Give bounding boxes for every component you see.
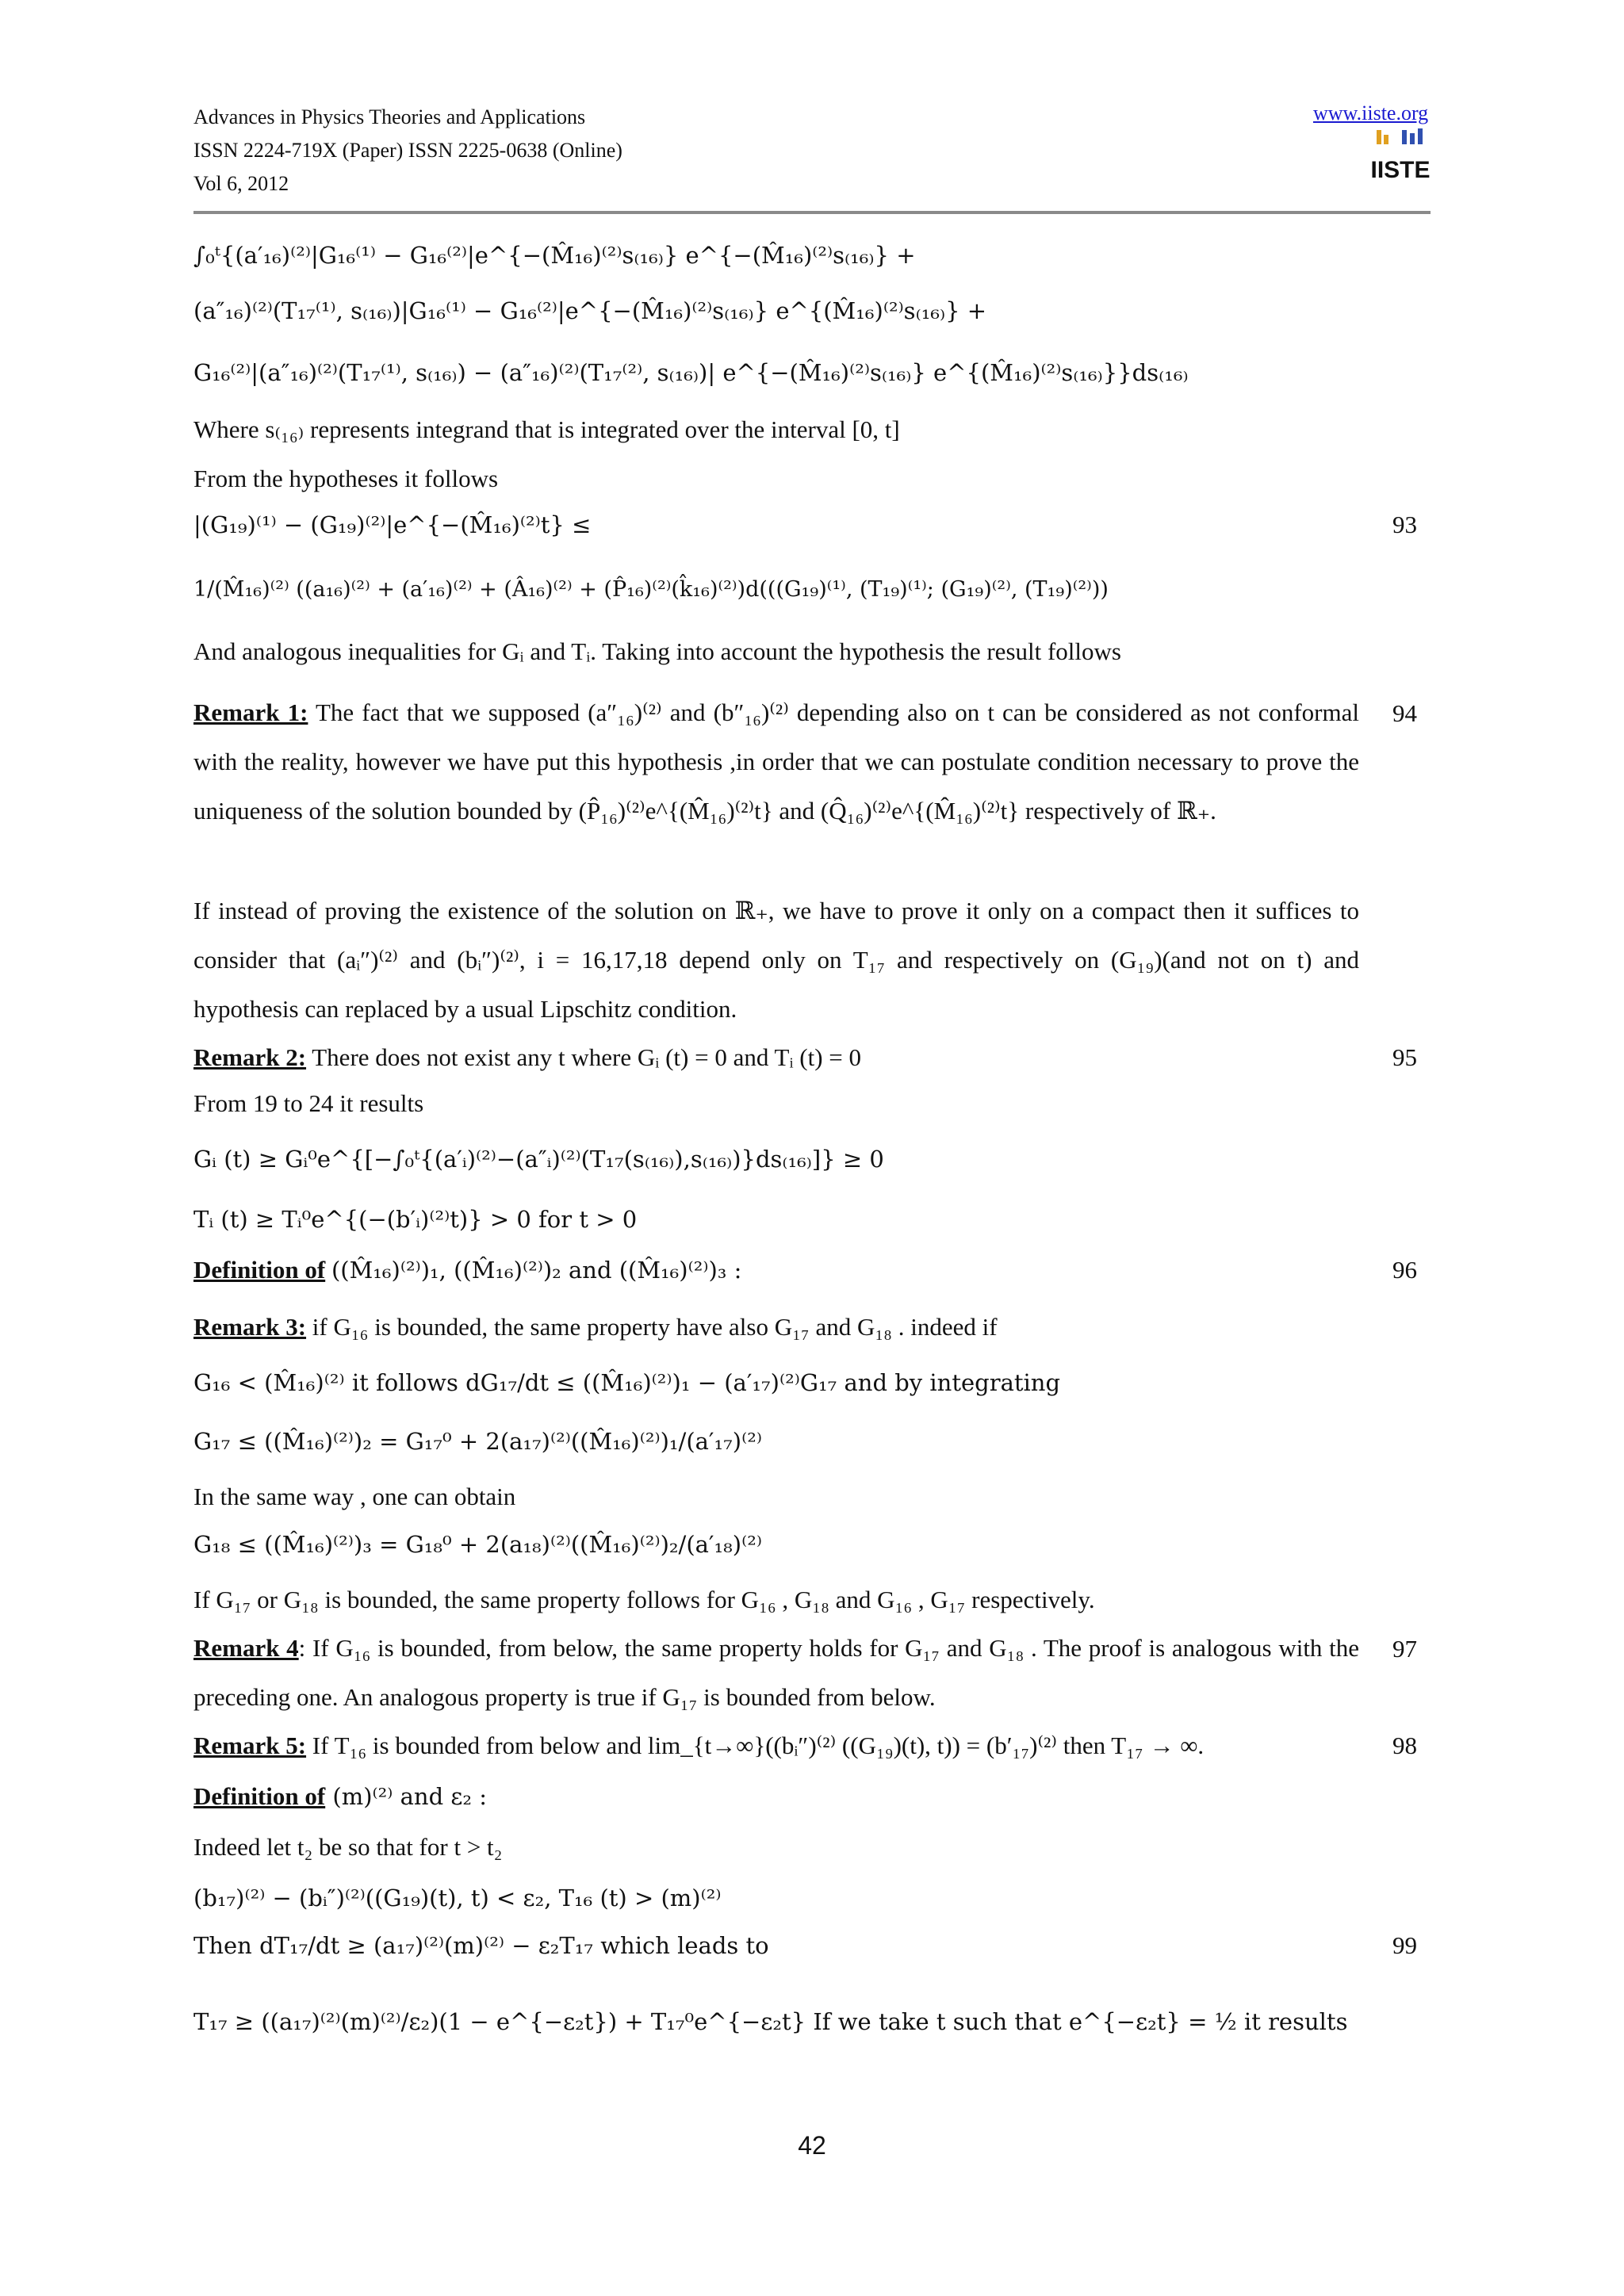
definition-96-text: ((M̂₁₆)⁽²⁾)₁, ((M̂₁₆)⁽²⁾)₂ and ((M̂₁₆)⁽²⁾)₃ : xyxy=(331,1257,742,1284)
equation-number-96: 96 xyxy=(1392,1256,1417,1284)
remark-1-paragraph xyxy=(193,688,1359,836)
definition-m-text: (m)⁽²⁾ and ε₂ : xyxy=(325,1783,488,1810)
journal-volume: Vol 6, 2012 xyxy=(193,172,289,195)
hypotheses-statement: From the hypotheses it follows xyxy=(193,465,499,492)
equation-number-93: 93 xyxy=(1392,511,1417,538)
definition-m-label: Definition of xyxy=(193,1782,326,1810)
remark-4-label: Remark 4 xyxy=(193,1634,299,1662)
svg-text:IISTE: IISTE xyxy=(1370,157,1431,183)
bounded-property-line: If G₁₇ or G₁₈ is bounded, the same property follows for G₁₆ , G₁₈ and G₁₆ , G₁₇ respectively. xyxy=(193,1586,1095,1613)
remark-1-label: Remark 1: xyxy=(193,698,308,726)
definition-96-line xyxy=(193,1253,741,1288)
equation-number-97: 97 xyxy=(1392,1635,1417,1663)
remark-4-paragraph xyxy=(193,1624,1359,1722)
page-number: 42 xyxy=(798,2131,826,2160)
integral-line-2: (a″₁₆)⁽²⁾(T₁₇⁽¹⁾, s₍₁₆₎)|G₁₆⁽¹⁾ − G₁₆⁽²⁾|e^{−(M̂₁₆)⁽²⁾s₍₁₆₎} e^{(M̂₁₆)⁽²⁾s₍₁₆₎} + xyxy=(193,297,987,324)
from-19-to-24: From 19 to 24 it results xyxy=(193,1089,424,1117)
analogous-statement: And analogous inequalities for Gᵢ and Tᵢ. Taking into account the hypothesis the result follows xyxy=(193,637,1121,665)
integral-line-1: ∫₀ᵗ{(a′₁₆)⁽²⁾|G₁₆⁽¹⁾ − G₁₆⁽²⁾|e^{−(M̂₁₆)⁽²⁾s₍₁₆₎} e^{−(M̂₁₆)⁽²⁾s₍₁₆₎} + xyxy=(193,242,916,269)
same-way-line: In the same way , one can obtain xyxy=(193,1483,516,1510)
remark-3-text: if G₁₆ is bounded, the same property have also G₁₇ and G₁₈ . indeed if xyxy=(312,1313,998,1341)
g17-bound-line: G₁₇ ≤ ((M̂₁₆)⁽²⁾)₂ = G₁₇⁰ + 2(a₁₇)⁽²⁾((M̂₁₆)⁽²⁾)₁/(a′₁₇)⁽²⁾ xyxy=(193,1428,762,1455)
remark-5-label: Remark 5: xyxy=(193,1732,307,1759)
inequality-G: Gᵢ (t) ≥ Gᵢ⁰e^{[−∫₀ᵗ{(a′ᵢ)⁽²⁾−(a″ᵢ)⁽²⁾(T₁₇(s₍₁₆₎),s₍₁₆₎)}ds₍₁₆₎]} ≥ 0 xyxy=(193,1146,884,1173)
definition-96-label: Definition of xyxy=(193,1256,326,1284)
journal-url-link[interactable]: www.iiste.org xyxy=(1313,101,1429,124)
definition-m-line xyxy=(193,1779,487,1814)
inequality-T: Tᵢ (t) ≥ Tᵢ⁰e^{(−(b′ᵢ)⁽²⁾t)} > 0 for t > 0 xyxy=(193,1206,638,1233)
remark-2-line xyxy=(193,1040,861,1075)
g16-bound-line: G₁₆ < (M̂₁₆)⁽²⁾ it follows dG₁₇/dt ≤ ((M̂₁₆)⁽²⁾)₁ − (a′₁₇)⁽²⁾G₁₇ and by integrating xyxy=(193,1369,1061,1396)
remark-2-label: Remark 2: xyxy=(193,1043,307,1071)
equation-number-94: 94 xyxy=(1392,699,1417,727)
remark-5-line xyxy=(193,1728,1204,1763)
equation-number-95: 95 xyxy=(1392,1043,1417,1071)
remark-1-text: The fact that we supposed (a″₁₆)⁽²⁾ and (b″₁₆)⁽²⁾ depending also on t can be considered as not conformal with the reality, however we have put this hypothesis ,in order that we can postulate condition necessary to prove the uniqueness of the solution bounded by (P̂₁₆)⁽²⁾e^{(M̂₁₆)⁽²⁾t} and (Q̂₁₆)⁽²⁾e^{(M̂₁₆)⁽²⁾t} respectively of ℝ₊. xyxy=(193,698,1359,825)
remark-5-text: If T₁₆ is bounded from below and lim_{t→∞}((bᵢ″)⁽²⁾ ((G₁₉)(t), t)) = (b′₁₇)⁽²⁾ then T₁₇ → ∞. xyxy=(312,1732,1205,1759)
journal-issn: ISSN 2224-719X (Paper) ISSN 2225-0638 (Online) xyxy=(193,139,622,162)
inequality-93-line-2: 1/(M̂₁₆)⁽²⁾ ((a₁₆)⁽²⁾ + (a′₁₆)⁽²⁾ + (Â₁₆)⁽²⁾ + (P̂₁₆)⁽²⁾(k̂₁₆)⁽²⁾)d(((G₁₉)⁽¹⁾, (T₁₉)⁽¹⁾; (G₁₉)⁽²⁾, (T₁₉)⁽²⁾)) xyxy=(193,577,1109,602)
header-divider xyxy=(193,211,1431,214)
T17-final-line: T₁₇ ≥ ((a₁₇)⁽²⁾(m)⁽²⁾/ε₂)(1 − e^{−ε₂t}) + T₁₇⁰e^{−ε₂t} If we take t such that e^{−ε₂t} = ½ it results xyxy=(193,2008,1348,2035)
equation-number-98: 98 xyxy=(1392,1732,1417,1759)
equation-number-99: 99 xyxy=(1392,1931,1417,1959)
b17-inequality-line: (b₁₇)⁽²⁾ − (bᵢ″)⁽²⁾((G₁₉)(t), t) < ε₂, T₁₆ (t) > (m)⁽²⁾ xyxy=(193,1885,722,1911)
journal-title: Advances in Physics Theories and Applications xyxy=(193,105,586,128)
iiste-logo xyxy=(1370,127,1431,184)
where-statement: Where s₍₁₆₎ represents integrand that is integrated over the interval [0, t] xyxy=(193,415,900,443)
remark-4-text: : If G₁₆ is bounded, from below, the same property holds for G₁₇ and G₁₈ . The proof is analogous with the preceding one. An analogous property is true if G₁₇ is bounded from below. xyxy=(193,1634,1359,1711)
indeed-line: Indeed let t₂ be so that for t > t₂ xyxy=(193,1833,503,1861)
g18-bound-line: G₁₈ ≤ ((M̂₁₆)⁽²⁾)₃ = G₁₈⁰ + 2(a₁₈)⁽²⁾((M̂₁₆)⁽²⁾)₂/(a′₁₈)⁽²⁾ xyxy=(193,1531,762,1558)
compact-paragraph: If instead of proving the existence of the solution on ℝ₊, we have to prove it only on a compact then it suffices to consider that (aᵢ″)⁽²⁾ and (bᵢ″)⁽²⁾, i = 16,17,18 depend only on T₁₇ and respectively on (G₁₉)(and not on t) and hypothesis can replaced by a usual Lipschitz condition. xyxy=(193,897,1359,1023)
remark-3-line xyxy=(193,1310,998,1345)
integral-line-3: G₁₆⁽²⁾|(a″₁₆)⁽²⁾(T₁₇⁽¹⁾, s₍₁₆₎) − (a″₁₆)⁽²⁾(T₁₇⁽²⁾, s₍₁₆₎)| e^{−(M̂₁₆)⁽²⁾s₍₁₆₎} e^{(M̂₁₆)⁽²⁾s₍₁₆₎}}ds₍₁₆₎ xyxy=(193,359,1189,386)
remark-3-label: Remark 3: xyxy=(193,1313,307,1341)
remark-2-text: There does not exist any t where Gᵢ (t) = 0 and Tᵢ (t) = 0 xyxy=(312,1043,862,1071)
dT17-line: Then dT₁₇/dt ≥ (a₁₇)⁽²⁾(m)⁽²⁾ − ε₂T₁₇ which leads to xyxy=(193,1932,769,1959)
inequality-93-line-1: |(G₁₉)⁽¹⁾ − (G₁₉)⁽²⁾|e^{−(M̂₁₆)⁽²⁾t} ≤ xyxy=(193,511,592,538)
